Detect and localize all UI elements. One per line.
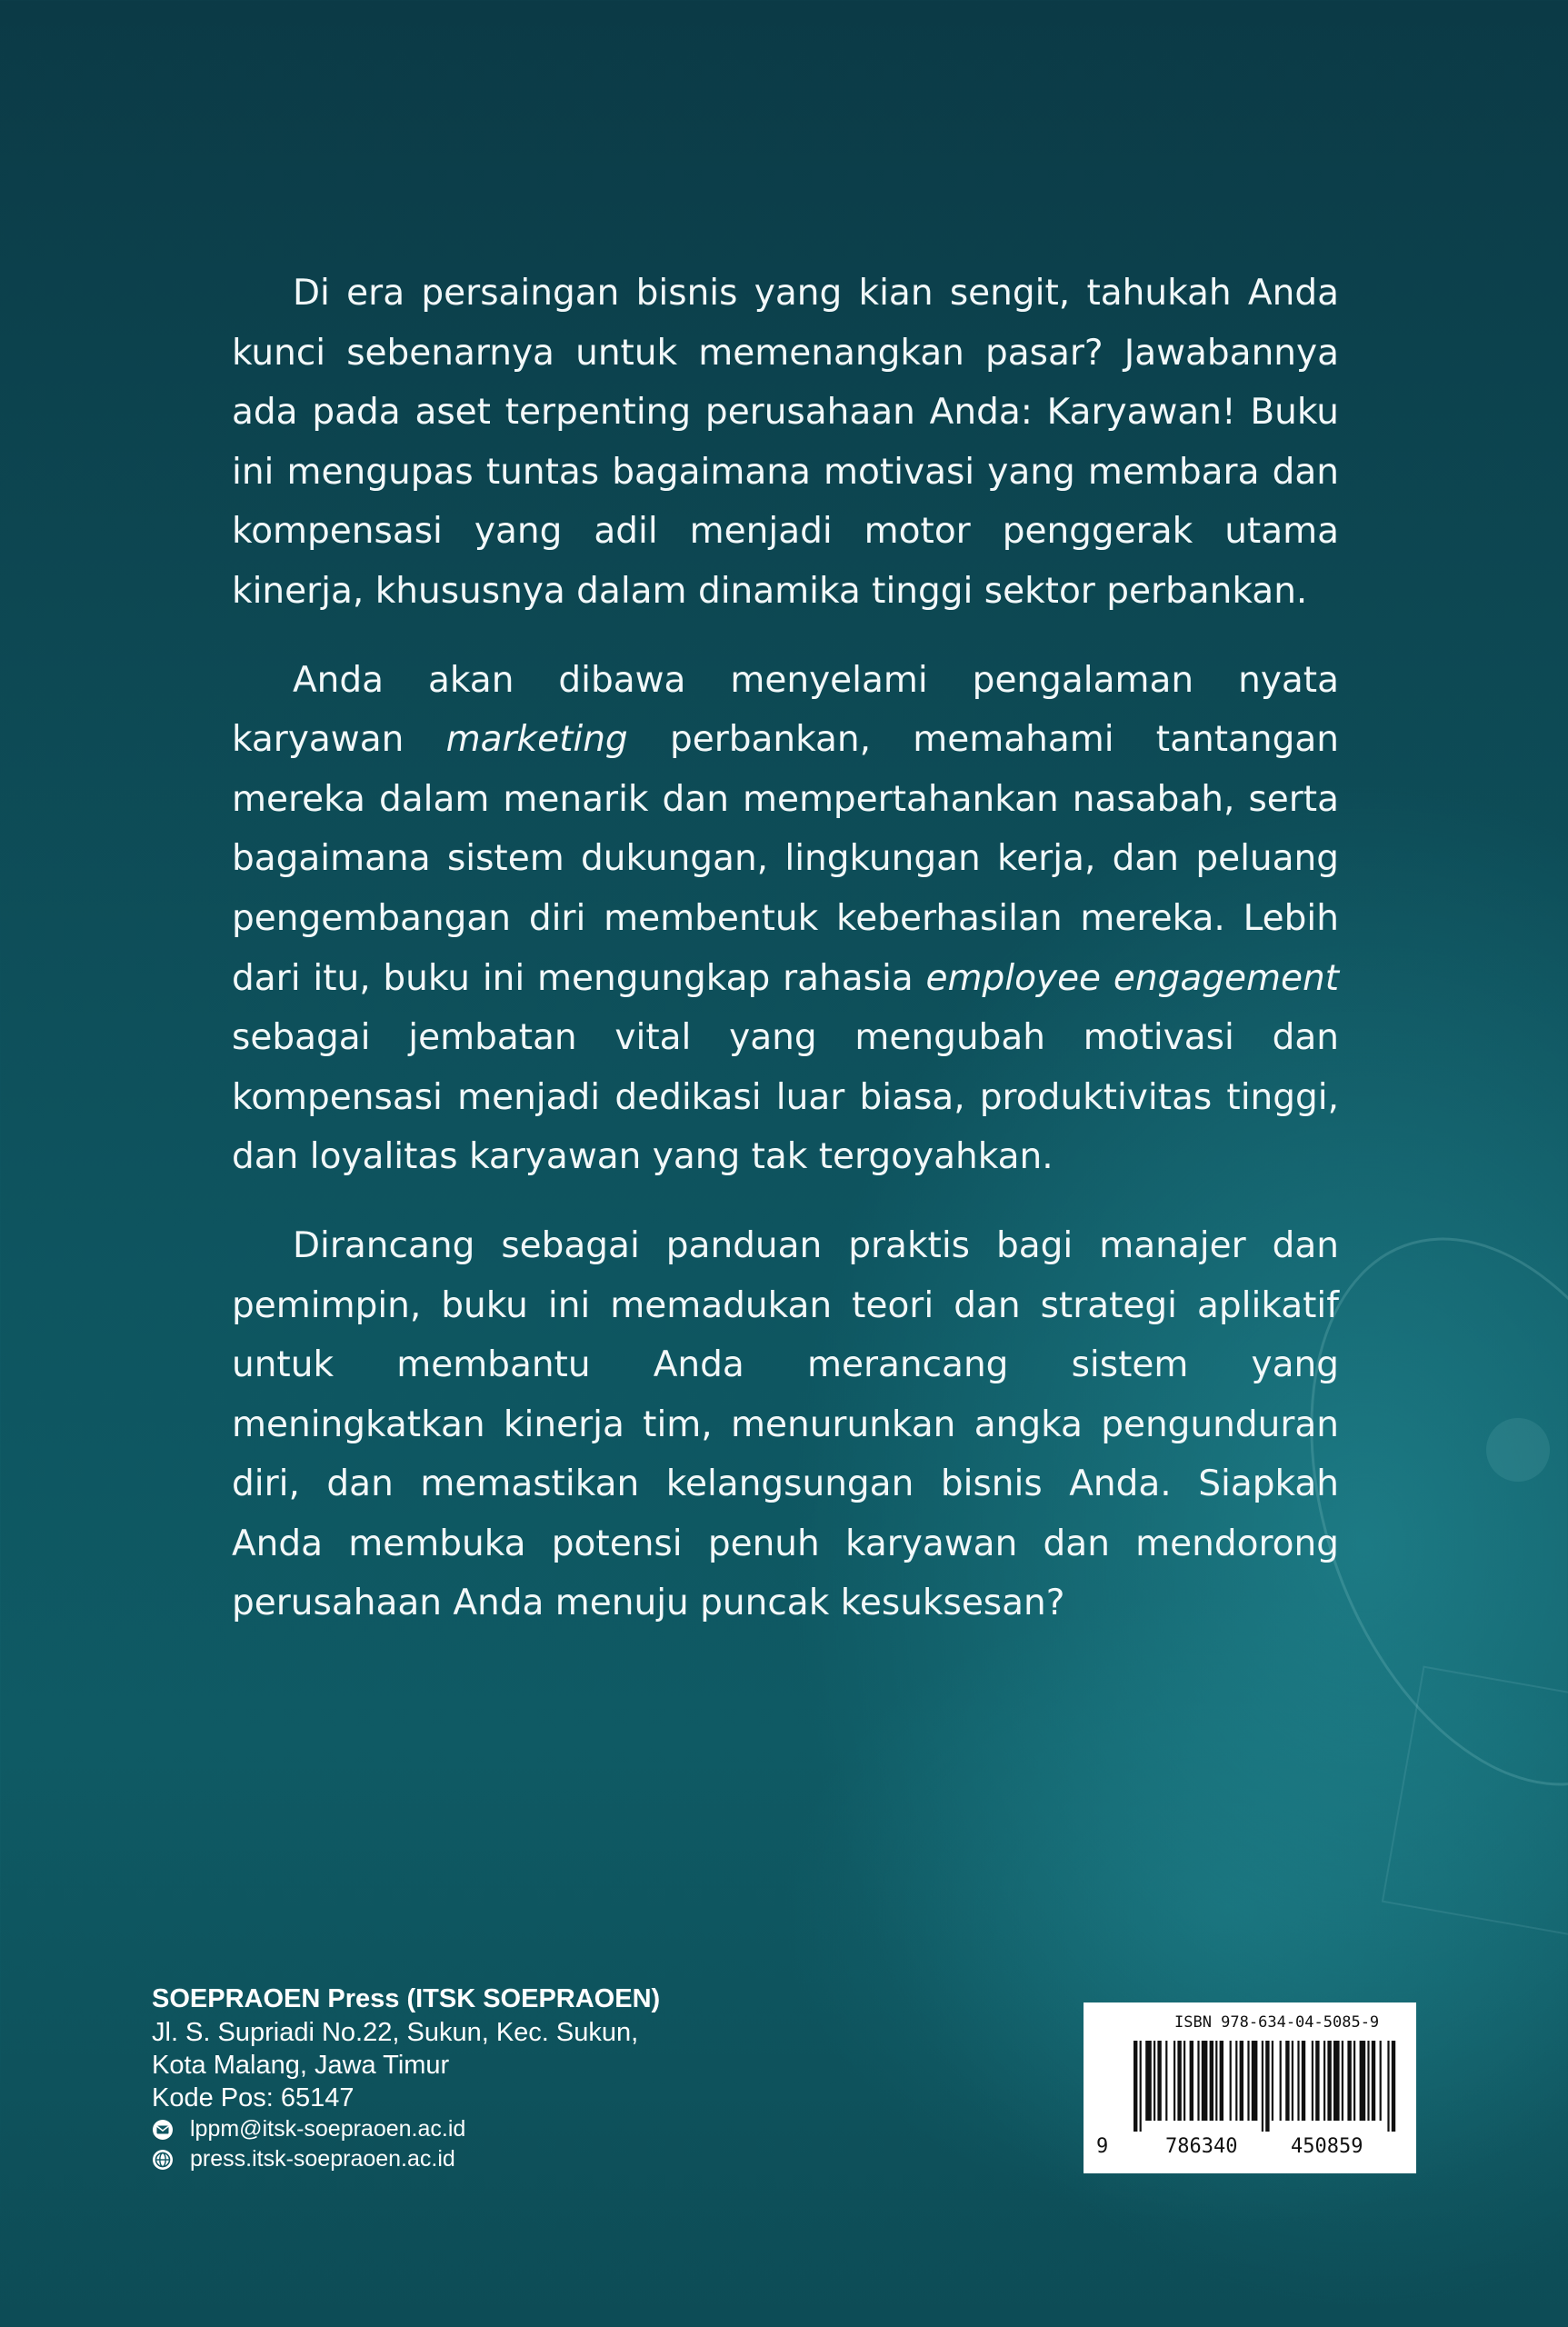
barcode-bar xyxy=(1302,2041,1305,2121)
publisher-website[interactable]: press.itsk-soepraoen.ac.id xyxy=(190,2146,455,2172)
publisher-info xyxy=(152,1982,660,2174)
barcode-bar xyxy=(1177,2041,1181,2121)
barcode-bar xyxy=(1202,2041,1208,2121)
description-paragraph-1: Di era persaingan bisnis yang kian sengit, tahukah Anda kunci sebenarnya untuk memenangkan pasar? Jawabannya ada pada aset terpenting perusahaan Anda: Karyawan! Buku ini mengupas tuntas bagaimana motivasi yang membara dan kompensasi yang adil menjadi motor penggerak utama kinerja, khususnya dalam dinamika tinggi sektor perbankan. xyxy=(232,273,1339,612)
barcode-bar xyxy=(1292,2041,1293,2121)
barcode-bar xyxy=(1230,2041,1232,2121)
decorative-circle xyxy=(1486,1418,1550,1482)
paragraph-2-text-b: perbankan, memahami tantangan mereka dalam menarik dan mempertahankan nasabah, serta bagaimana sistem dukungan, lingkungan kerja, dan peluang pengembangan diri membentuk keberhasilan mereka. Lebih dari itu, buku ini mengungkap rahasia xyxy=(232,719,1339,999)
barcode-bar xyxy=(1285,2041,1289,2121)
barcode-bar xyxy=(1353,2041,1355,2121)
publisher-address-line-2: Kota Malang, Jawa Timur xyxy=(152,2051,450,2080)
barcode-bar xyxy=(1247,2041,1249,2121)
globe-icon xyxy=(152,2149,174,2171)
paragraph-2-text-a: Anda akan dibawa menyelami pengalaman nyata karyawan xyxy=(232,659,1339,761)
barcode-bar xyxy=(1262,2041,1263,2132)
isbn-label: ISBN 978-634-04-5085-9 xyxy=(1174,2013,1380,2032)
barcode-bar xyxy=(1165,2041,1167,2121)
barcode-bar xyxy=(1154,2041,1155,2121)
paragraph-2-text-c: sebagai jembatan vital yang mengubah motivasi dan kompensasi menjadi dedikasi luar biasa, produktivitas tinggi, dan loyalitas karyawan yang tak tergoyahkan. xyxy=(232,1017,1339,1178)
isbn-barcode xyxy=(1084,2002,1416,2173)
barcode-bar xyxy=(1145,2041,1152,2121)
barcode-bar xyxy=(1265,2041,1269,2132)
barcode-bar xyxy=(1252,2041,1258,2121)
barcode-bar xyxy=(1220,2041,1223,2121)
barcode-bar xyxy=(1367,2041,1369,2121)
barcode-bar xyxy=(1333,2041,1340,2121)
barcode-bar xyxy=(1235,2041,1237,2121)
barcode-bar xyxy=(1210,2041,1213,2121)
barcode-bar xyxy=(1392,2041,1395,2132)
decorative-frame xyxy=(1382,1666,1568,1938)
publisher-postal-code: Kode Pos: 65147 xyxy=(152,2083,355,2112)
barcode-bar xyxy=(1134,2041,1137,2132)
paragraph-2-emphasis-engagement: employee engagement xyxy=(925,957,1339,999)
barcode-bar xyxy=(1360,2041,1366,2121)
barcode-bar xyxy=(1323,2041,1325,2121)
barcode-bar xyxy=(1312,2041,1313,2121)
barcode-bar xyxy=(1190,2041,1193,2121)
barcode-bar xyxy=(1342,2041,1343,2121)
barcode-bars xyxy=(1134,2041,1397,2132)
barcode-bar xyxy=(1380,2041,1382,2121)
barcode-bar xyxy=(1327,2041,1331,2121)
barcode-bar xyxy=(1347,2041,1351,2121)
description-paragraph-2 xyxy=(232,651,1339,1187)
barcode-bar xyxy=(1315,2041,1319,2121)
mail-icon xyxy=(152,2119,174,2141)
barcode-bar xyxy=(1297,2041,1299,2121)
publisher-website-row xyxy=(152,2144,660,2174)
barcode-bar xyxy=(1272,2041,1273,2121)
barcode-bar xyxy=(1157,2041,1161,2121)
barcode-bar xyxy=(1280,2041,1282,2121)
description-paragraph-3: Dirancang sebagai panduan praktis bagi manajer dan pemimpin, buku ini memadukan teori dan strategi aplikatif untuk membantu Anda merancang sistem yang meningkatkan kinerja tim, menurunkan angka pengunduran diri, dan memastikan kelangsungan bisnis Anda. Siapkah Anda membuka potensi penuh karyawan dan mendorong perusahaan Anda menuju puncak kesuksesan? xyxy=(232,1224,1339,1624)
barcode-bar xyxy=(1372,2041,1375,2121)
barcode-bar xyxy=(1197,2041,1199,2121)
publisher-email-row xyxy=(152,2114,660,2144)
barcode-bar xyxy=(1140,2041,1142,2132)
barcode-digits-group-1: 786340 xyxy=(1165,2135,1238,2158)
barcode-bar xyxy=(1183,2041,1185,2121)
barcode-bar xyxy=(1174,2041,1175,2121)
barcode-bar xyxy=(1240,2041,1243,2121)
barcode-digit-first: 9 xyxy=(1096,2135,1109,2158)
barcode-digits-group-2: 450859 xyxy=(1291,2135,1363,2158)
barcode-bar xyxy=(1387,2041,1389,2132)
back-cover-description xyxy=(232,264,1339,1663)
publisher-email[interactable]: lppm@itsk-soepraoen.ac.id xyxy=(190,2116,466,2142)
paragraph-2-emphasis-marketing: marketing xyxy=(445,719,628,761)
publisher-name: SOEPRAOEN Press (ITSK SOEPRAOEN) xyxy=(152,1984,661,2013)
barcode-bar xyxy=(1215,2041,1217,2121)
publisher-address-line-1: Jl. S. Supriadi No.22, Sukun, Kec. Sukun, xyxy=(152,2018,639,2047)
